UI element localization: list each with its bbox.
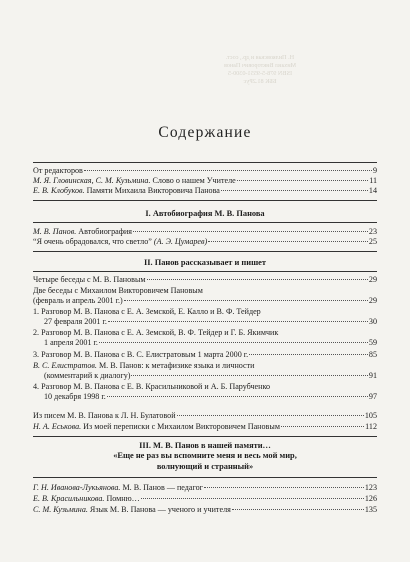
section-heading-2: II. Панов рассказывает и пишет (143, 258, 266, 267)
toc-entry-correspondence: Н. А. Еськова. Из моей переписки с Михаилом Викторовичем Пановым 112 (33, 422, 377, 431)
toc-entry-language: С. М. Кузьмина. Язык М. В. Панова — ученого и учителя 135 (33, 505, 377, 514)
toc-entry-letters: Из писем М. В. Панова к Л. Н. Булатовой 105 (33, 411, 377, 420)
divider (33, 271, 377, 272)
divider (33, 251, 377, 252)
toc-entry-pedagogue: Г. Н. Иванова-Лукьянова. М. В. Панов — педагог 123 (33, 483, 377, 492)
toc-entry-talk-3: 3. Разговор М. В. Панова с В. С. Елистратовым 1 марта 2000 г. 85 (33, 350, 377, 359)
show-through-text: Н. Пилковская и др., сост. Михаил Викторович Панов ISBN 978-5-9551-0300-5 ББК 81.2Рус (223, 54, 297, 85)
toc-entry-teacher: М. Я. Гловинская, С. М. Кузьмина. Слово о нашем Учителе 11 (33, 176, 377, 185)
page-title: Содержание (158, 124, 252, 141)
toc-entry-talk-4: 4. Разговор М. В. Панова с Е. В. Красильниковой и А. Б. Парубченко 10 декабря 1998 г. 97 (33, 382, 377, 402)
divider (33, 200, 377, 201)
divider (33, 162, 377, 163)
divider (33, 436, 377, 437)
toc-entry-remember: Е. В. Красильникова. Помню… 126 (33, 494, 377, 503)
section-heading-1: I. Автобиография М. В. Панова (145, 209, 265, 218)
divider (33, 222, 377, 223)
toc-entry-editors: От редакторов 9 (33, 166, 377, 175)
toc-entry-autobiography: М. В. Панов. Автобиография 23 (33, 227, 377, 236)
toc-entry-two-talks: Две беседы с Михаилом Викторовичем Пановым (февраль и апрель 2001 г.) 29 (33, 286, 377, 306)
toc-entry-talk-2: 2. Разговор М. В. Панова с Е. А. Земской, В. Ф. Тейдер и Г. Б. Якимчик 1 апреля 2001 г. 59 (33, 328, 377, 348)
divider (33, 477, 377, 478)
toc-entry-four-talks: Четыре беседы с М. В. Пановым 29 (33, 275, 377, 284)
toc-entry-memory: Е. В. Клобуков. Памяти Михаила Викторовича Панова 14 (33, 186, 377, 195)
section-heading-3: III. М. В. Панов в нашей памяти… «Еще не раз вы вспомните меня и весь мой мир, волнующий и странный» (113, 441, 297, 471)
toc-entry-metaphysics: В. С. Елистратов. М. В. Панов: к метафизике языка и личности (комментарий к диалогу) 91 (33, 361, 377, 381)
toc-entry-light: “Я очень обрадовался, что светло” (А. Э. Цумарев) 25 (33, 237, 377, 246)
toc-entry-talk-1: 1. Разговор М. В. Панова с Е. А. Земской, Е. Калло и В. Ф. Тейдер 27 февраля 2001 г. 30 (33, 307, 377, 327)
